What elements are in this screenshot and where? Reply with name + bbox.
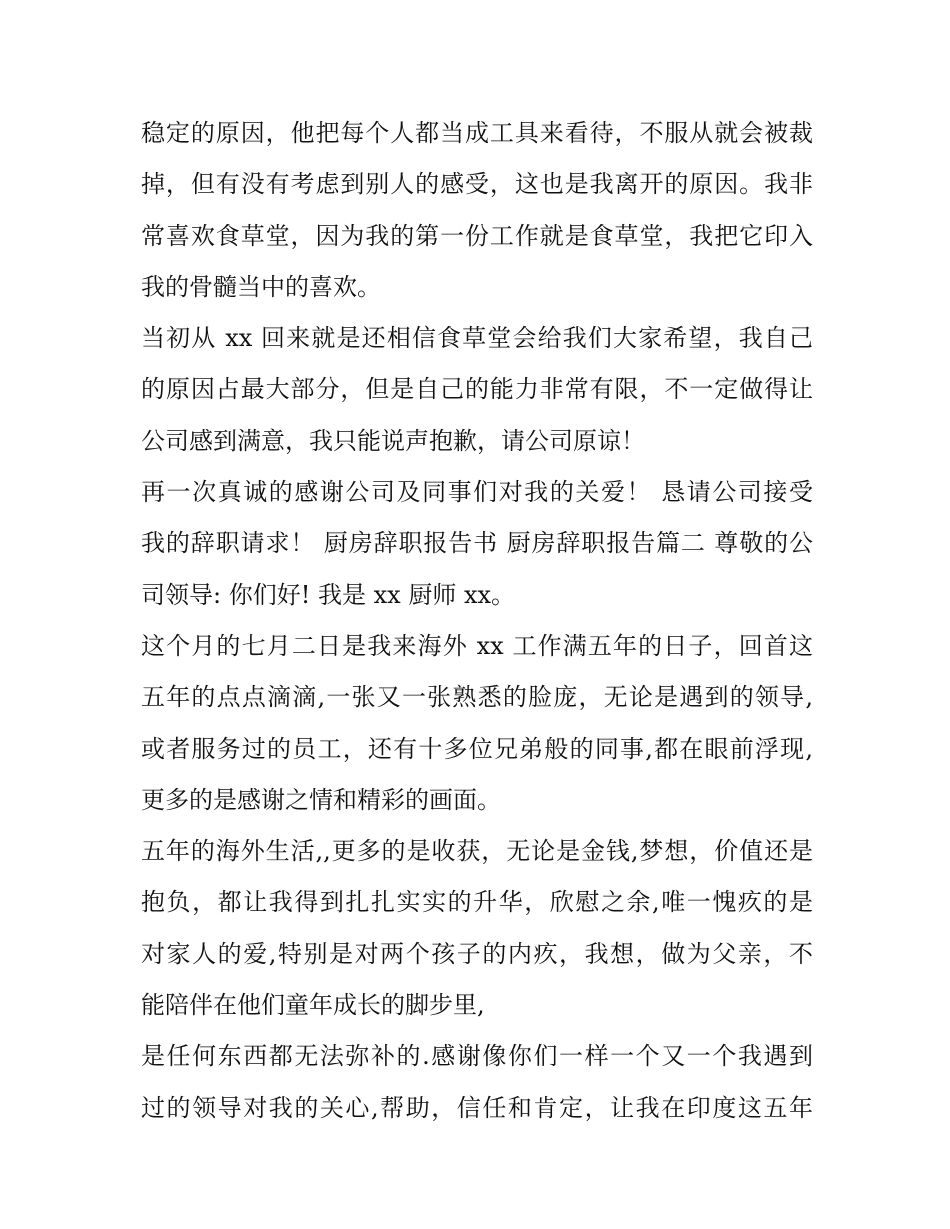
text-line: 我的骨髓当中的喜欢。 (141, 272, 381, 301)
text-line: 我的辞职请求！ 厨房辞职报告书 厨房辞职报告篇二 尊敬的公 (141, 529, 813, 558)
text-line: 稳定的原因，他把每个人都当成工具来看待，不服从就会被裁 (141, 119, 813, 147)
text-line: 更多的是感谢之情和精彩的画面。 (141, 785, 501, 814)
text-line: 五年的海外生活,,更多的是收获，无论是金钱,梦想，价值还是 (141, 837, 813, 866)
text-line: 是任何东西都无法弥补的.感谢像你们一样一个又一个我遇到 (141, 1042, 813, 1071)
text-line: 掉，但有没有考虑到别人的感受，这也是我离开的原因。我非 (141, 170, 813, 199)
document-body (141, 108, 813, 1134)
text-line: 这个月的七月二日是我来海外 xx 工作满五年的日子，回首这 (141, 631, 813, 660)
text-line: 公司感到满意，我只能说声抱歉，请公司原谅！ (141, 426, 645, 455)
text-line: 再一次真诚的感谢公司及同事们对我的关爱！ 恳请公司接受 (141, 478, 813, 507)
text-line: 过的领导对我的关心,帮助，信任和肯定，让我在印度这五年 (141, 1093, 813, 1122)
text-line: 当初从 xx 回来就是还相信食草堂会给我们大家希望，我自己 (141, 324, 813, 353)
text-line: 五年的点点滴滴,一张又一张熟悉的脸庞，无论是遇到的领导, (141, 683, 813, 712)
text-line: 常喜欢食草堂，因为我的第一份工作就是食草堂，我把它印入 (141, 221, 813, 250)
text-line: 抱负，都让我得到扎扎实实的升华，欣慰之余,唯一愧疚的是 (141, 888, 813, 917)
text-line: 能陪伴在他们童年成长的脚步里, (141, 991, 485, 1020)
text-line: 或者服务过的员工，还有十多位兄弟般的同事,都在眼前浮现, (141, 734, 813, 763)
text-line: 的原因占最大部分，但是自己的能力非常有限，不一定做得让 (141, 375, 813, 404)
text-line: 司领导: 你们好! 我是 xx 厨师 xx。 (141, 580, 516, 609)
text-line: 对家人的爱,特别是对两个孩子的内疚，我想，做为父亲，不 (141, 939, 813, 968)
